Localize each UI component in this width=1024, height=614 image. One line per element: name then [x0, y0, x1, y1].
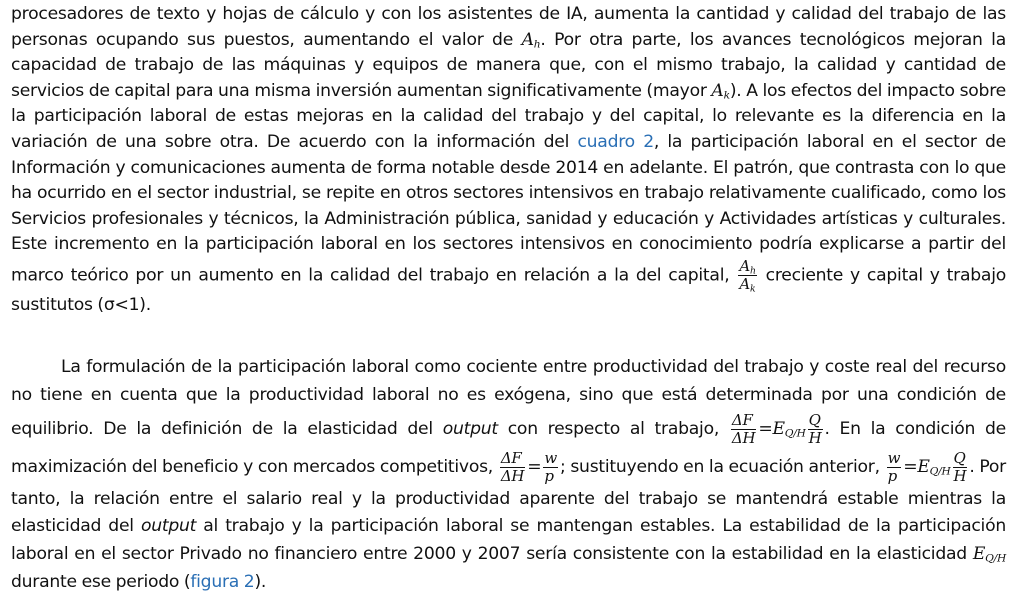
equation-wage: $\frac{w}{p}$ $=E_{Q/H}$ $\frac{Q}{H}$ [887, 448, 967, 485]
p2-text-3: . En la condición de maximización del beneficio y con mercados competitivos, [11, 418, 1006, 477]
p1-text-3: ). A los efectos del impacto sobre la participación laboral de estas mejoras en la calidad del trabajo y del capital, lo relevante es la diferencia en la variación de una sobre otra. De acuerdo con la información del [11, 80, 1006, 152]
math-A-h: $A_h$ [521, 29, 541, 51]
equation-elasticity: $\frac{\Delta F}{\Delta H}$ $=E_{Q/H}$ $\frac{Q}{H}$ [731, 410, 822, 447]
link-figura-2[interactable]: figura 2 [190, 571, 255, 592]
p2-output-1: output [442, 418, 498, 439]
p2-text-8: ). [254, 571, 267, 592]
p1-text-2: . Por otra parte, los avances tecnológicos mejoran la capacidad de trabajo de las máquinas y equipos de manera que, con el mismo trabajo, la calidad y cantidad de servicios de capital para una misma inversión aumentan significativamente (mayor [11, 29, 1006, 101]
p2-text-5: . Por tanto, la relación entre el salario real y la productividad aparente del trabajo se mantendrá estable mientras la elasticidad del [11, 456, 1006, 537]
equation-marginal: $\frac{\Delta F}{\Delta H}$ = $\frac{w}{p}$ [500, 448, 557, 485]
paragraph-1 [11, 2, 1006, 319]
p1-text-5: creciente y capital y trabajo sustitutos (σ<1). [11, 265, 1006, 315]
paragraph-2 [11, 354, 1006, 597]
p2-text-2: con respecto al trabajo, [497, 418, 729, 439]
p1-text-1: procesadores de texto y hojas de cálculo y con los asistentes de IA, aumenta la cantidad y calidad del trabajo de las personas ocupando sus puestos, aumentando el valor de [11, 4, 1006, 50]
fraction-Ah-over-Ak: $\frac{A_h}{A_k}$ [739, 256, 756, 295]
p2-output-2: output [140, 516, 197, 537]
math-A-k: $A_k$ [711, 80, 730, 102]
p2-text-7: durante ese periodo ( [11, 571, 191, 592]
p2-text-6: al trabajo y la participación laboral se mantengan estables. La estabilidad de la participación laboral en el sector Privado no financiero entre 2000 y 2007 sería consistente con la estabilidad en la elasticidad [11, 516, 1006, 565]
link-cuadro-2[interactable]: cuadro 2 [577, 131, 654, 152]
p2-text-1: La formulación de la participación laboral como cociente entre productividad del trabajo y coste real del recurso no tiene en cuenta que la productividad laboral no es exógena, sino que está determinada por una condición de equilibrio. De la definición de la elasticidad del [11, 357, 1006, 439]
p1-text-4: , la participación laboral en el sector de Información y comunicaciones aumenta de forma notable desde 2014 en adelante. El patrón, que contrasta con lo que ha ocurrido en el sector industrial, se repite en otros sectores intensivos en trabajo relativamente cualificado, como los Servicios profesionales y técnicos, la Administración pública, sanidad y educación y Actividades artísticas y culturales. Este incremento en la participación laboral en los sectores intensivos en conocimiento podría explicarse a partir del marco teórico por un aumento en la calidad del trabajo en relación a la del capital, [11, 131, 1006, 286]
math-E-QH: $E_{Q/H}$ [972, 544, 1006, 565]
p2-text-4: ; sustituyendo en la ecuación anterior, [560, 456, 885, 477]
